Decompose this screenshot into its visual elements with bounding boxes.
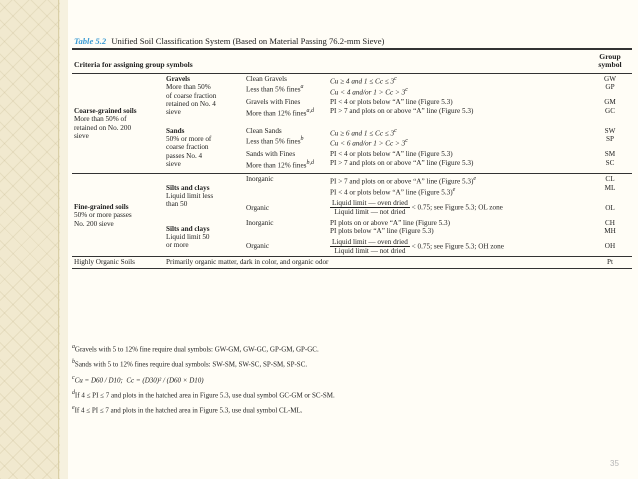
group-symbol-cell: SM SC (604, 150, 616, 167)
footnote-a: $^a$Gravels with 5 to 12% fine require dual symbols: GW-GM, GW-GC, GP-GM, GP-GC. (72, 344, 319, 354)
group-symbol-cell: Pt (588, 257, 632, 268)
header-row (72, 50, 632, 73)
sands-cell: Sands 50% or more of coarse fraction passes No. 4 sieve (166, 126, 212, 169)
footnotes (72, 343, 632, 420)
liquid-limit-ratio: Liquid limit — oven dried Liquid limit — not dried (332, 237, 408, 256)
subgroup-cell: Clean Sands Less than 5% fines$^b$ (246, 126, 304, 146)
divider-line (58, 0, 59, 479)
left-decorative-band (0, 0, 60, 479)
gravels-cell: Gravels More than 50% of coarse fraction retained on No. 4 sieve (164, 73, 244, 125)
criteria-cell: Liquid limit — oven dried Liquid limit — not dried < 0.75; see Figure 5.3; OL zone (332, 199, 503, 217)
group-symbol-cell: GM GC (604, 98, 616, 115)
table-title: Unified Soil Classification System (Based on Material Passing 76.2-mm Sieve) (111, 36, 385, 46)
table-row (72, 257, 632, 268)
organic-soils-desc: Primarily organic matter, dark in color, and organic odor (164, 257, 588, 268)
organic-soils-label: Highly Organic Soils (72, 257, 164, 268)
subgroup-cell: Clean Gravels Less than 5% fines$^a$ (244, 73, 328, 97)
table-row (72, 174, 632, 198)
criteria-cell: Liquid limit — oven dried Liquid limit — not dried < 0.75; see Figure 5.3; OH zone (332, 237, 504, 256)
silts-high-cell: Silts and clays Liquid limit 50 or more (166, 224, 210, 250)
group-symbol-header: Group symbol (598, 52, 622, 70)
footnote-c: $^c$Cu = D60 / D10; Cc = (D30)² / (D60 × D10) (72, 374, 204, 384)
group-symbol-cell: GW GP (588, 73, 632, 97)
criteria-cell: PI plots on or above “A” line (Figure 5.3) PI plots below “A” line (Figure 5.3) (330, 218, 450, 236)
table-row (72, 73, 632, 97)
fine-main-cell: Fine-grained soils 50% or more passes No. 200 sieve (72, 174, 164, 257)
group-symbol-cell: SW SP (604, 126, 616, 144)
silts-low-cell: Silts and clays Liquid limit less than 50 (164, 174, 244, 218)
liquid-limit-ratio: Liquid limit — oven dried Liquid limit — not dried (332, 199, 408, 217)
criteria-header: Criteria for assigning group symbols (74, 60, 193, 70)
bottom-rule (72, 268, 632, 269)
classification-table-wrap (72, 36, 632, 269)
group-symbol-cell: CL ML (588, 174, 632, 198)
criteria-cell: Cu ≥ 4 and $1 \le Cc \le 3^c$ Cu < 4 and/or $1 > Cc > 3^c$ (328, 73, 588, 97)
footnote-b: $^b$Sands with 5 to 12% fines require dual symbols: SW-SM, SW-SC, SP-SM, SP-SC. (72, 359, 308, 369)
organic-label: Organic (246, 203, 270, 212)
diamond-pattern (0, 0, 60, 479)
footnote-d: $^d$If 4 ≤ PI ≤ 7 and plots in the hatched area in Figure 5.3, use dual symbol GC-GM or SC-SM. (72, 389, 335, 400)
group-symbol-cell: CH MH (604, 218, 616, 236)
inorganic-label: Inorganic (246, 218, 274, 227)
criteria-cell: PI < 4 or plots below “A” line (Figure 5.3) PI > 7 and plots on or above “A” line (Figure 5.3) (330, 150, 474, 167)
criteria-cell: Cu ≥ 6 and $1 \le Cc \le 3^c$ Cu < 6 and/or $1 > Cc > 3^c$ (330, 127, 408, 148)
group-symbol-cell: OH (604, 242, 616, 251)
coarse-main-cell: Coarse-grained soils More than 50% of retained on No. 200 sieve (72, 73, 164, 174)
page-number: 35 (610, 459, 619, 468)
footnote-e: $^e$If 4 ≤ PI ≤ 7 and plots in the hatched area in Figure 5.3, use dual symbol CL-ML. (72, 405, 303, 415)
subgroup-cell: Sands with Fines More than 12% fines$^{b,d}$ (246, 150, 314, 169)
inorganic-label: Inorganic (244, 174, 328, 198)
criteria-cell: PI < 4 or plots below “A” line (Figure 5.3) PI > 7 and plots on or above “A” line (Figure 5.3) (330, 98, 474, 115)
table-caption (72, 36, 632, 46)
organic-label: Organic (246, 242, 270, 251)
criteria-cell: PI > 7 and plots on or above “A” line (Figure 5.3)$^e$ PI < 4 or plots below “A” line (Figure 5.3)$^e$ (328, 174, 588, 198)
classification-table (72, 50, 632, 268)
subgroup-cell: Gravels with Fines More than 12% fines$^{a,d}$ (246, 98, 314, 118)
group-symbol-cell: OL (605, 203, 615, 212)
table-number: Table 5.2 (74, 36, 107, 46)
